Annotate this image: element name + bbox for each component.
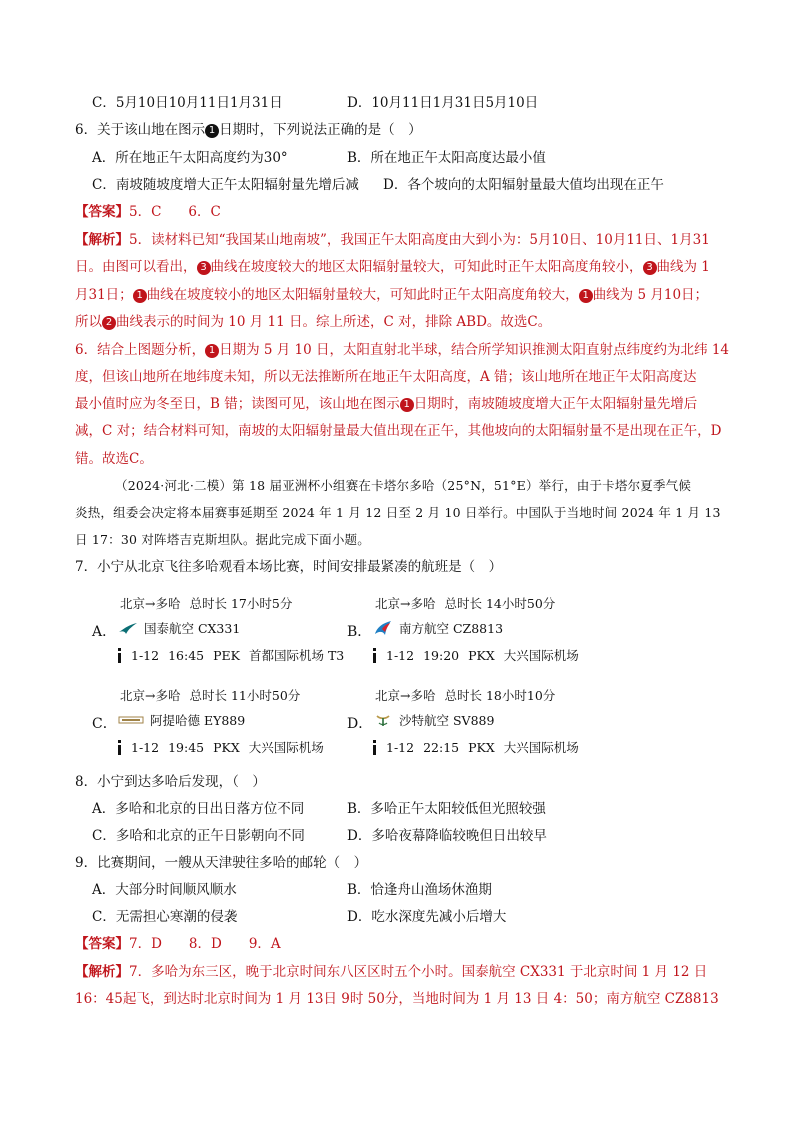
q6-option-b: B．所在地正午太阳高度达最小值 — [347, 150, 546, 166]
q6-option-a: A．所在地正午太阳高度约为30° — [92, 150, 288, 166]
analysis-line-5: 6．结合上图题分析， 1 日期为 5 月 10 日，太阳直射北半球，结合所学知识推测太阳直射点纬度约为北纬 14 — [75, 342, 729, 358]
saudia-logo-icon — [373, 712, 393, 728]
analysis-line-9: 错。故选C。 — [75, 451, 153, 467]
analysis-line-6: 度，但该山地所在地纬度未知，所以无法推断所在地正午太阳高度，A 错；该山地所在地正午太阳高度达 — [75, 369, 697, 385]
timeline-icon — [118, 740, 121, 755]
q9-option-c: C．无需担心寒潮的侵袭 — [92, 909, 238, 925]
analysis-line-4: 所以 2 曲线表示的时间为 10 月 11 日。综上所述，C 对，排除 ABD。故选C。 — [75, 314, 552, 330]
circled-number: 1 — [205, 124, 219, 138]
analysis-line-7: 最小值时应为冬至日，B 错；读图可见，该山地在图示 1 日期时，南坡随坡度增大正午太阳辐射量先增后 — [75, 396, 698, 412]
answer-7-9: 【答案】7．D 8．D 9．A — [75, 936, 281, 952]
timeline-icon — [373, 740, 376, 755]
q7-stem: 7．小宁从北京飞往多哈观看本场比赛，时间安排最紧凑的航班是（ ） — [75, 559, 503, 575]
analysis2-line-1: 【解析】7．多哈为东三区，晚于北京时间东八区区时五个小时。国泰航空 CX331 于北京时间 1 月 12 日 — [75, 964, 708, 980]
q8-stem: 8．小宁到达多哈后发现，（ ） — [75, 774, 266, 790]
answer-5-6: 【答案】5．C 6．C — [75, 204, 221, 220]
flight-option-c: C． 北京→多哈 总时长 11小时50分 阿提哈德 EY889 1-12 19:45 PKX 大兴国际机场 — [92, 688, 324, 755]
timeline-icon — [118, 648, 121, 663]
q6-option-d: D．各个坡向的太阳辐射量最大值均出现在正午 — [383, 177, 664, 193]
q9-option-b: B．恰逢舟山渔场休渔期 — [347, 882, 492, 898]
flight-option-d: D． 北京→多哈 总时长 18小时10分 沙特航空 SV889 1-12 22:15 PKX 大兴国际机场 — [347, 688, 579, 755]
analysis-line-3: 月31日； 1 曲线在坡度较小的地区太阳辐射量较大，可知此时正午太阳高度角较大， 1 曲线为 5 月10日； — [75, 287, 709, 303]
china-southern-logo-icon — [373, 620, 393, 636]
q9-option-d: D．吃水深度先减小后增大 — [347, 909, 507, 925]
etihad-logo-icon — [118, 712, 144, 728]
material-line-1: （2024·河北·二模）第 18 届亚洲杯小组赛在卡塔尔多哈（25°N，51°E）举行，由于卡塔尔夏季气候 — [115, 478, 692, 493]
q6-option-c: C．南坡随坡度增大正午太阳辐射量先增后减 — [92, 177, 359, 193]
q8-option-d: D．多哈夜幕降临较晚但日出较早 — [347, 828, 547, 844]
analysis-line-1: 【解析】5．读材料已知“我国某山地南坡”，我国正午太阳高度由大到小为：5月10日、10月11日、1月31 — [75, 232, 710, 248]
q6-stem: 6．关于该山地在图示 1 日期时，下列说法正确的是（ ） — [75, 122, 422, 138]
material-line-3: 日 17：30 对阵塔吉克斯坦队。据此完成下面小题。 — [75, 532, 370, 547]
analysis-line-2: 日。由图可以看出， 3 曲线在坡度较大的地区太阳辐射量较大，可知此时正午太阳高度角较小， 3 曲线为 1 — [75, 259, 710, 275]
analysis-line-8: 减，C 对；结合材料可知，南坡的太阳辐射量最大值出现在正午，其他坡向的太阳辐射量不是出现在正午，D — [75, 423, 722, 439]
analysis2-line-2: 16：45起飞，到达时北京时间为 1 月 13日 9时 50分，当地时间为 1 月 13 日 4：50；南方航空 CZ8813 — [75, 991, 719, 1007]
q5-option-d: D．10月11日1月31日5月10日 — [347, 95, 539, 111]
timeline-icon — [373, 648, 376, 663]
q8-option-c: C．多哈和北京的正午日影朝向不同 — [92, 828, 305, 844]
flight-option-a: A． 北京→多哈 总时长 17小时5分 国泰航空 CX331 1-12 16:45 PEK 首都国际机场 T3 — [92, 596, 345, 663]
q8-option-a: A．多哈和北京的日出日落方位不同 — [92, 801, 305, 817]
cathay-logo-icon — [118, 620, 138, 636]
q9-stem: 9．比赛期间，一艘从天津驶往多哈的邮轮（ ） — [75, 855, 368, 871]
q5-option-c: C．5月10日10月11日1月31日 — [92, 95, 283, 111]
q9-option-a: A．大部分时间顺风顺水 — [92, 882, 237, 898]
flight-option-b: B． 北京→多哈 总时长 14小时50分 南方航空 CZ8813 1-12 19:20 PKX 大兴国际机场 — [347, 596, 579, 663]
material-line-2: 炎热，组委会决定将本届赛事延期至 2024 年 1 月 12 日至 2 月 10 日举行。中国队于当地时间 2024 年 1 月 13 — [75, 505, 721, 520]
q8-option-b: B．多哈正午太阳较低但光照较强 — [347, 801, 546, 817]
